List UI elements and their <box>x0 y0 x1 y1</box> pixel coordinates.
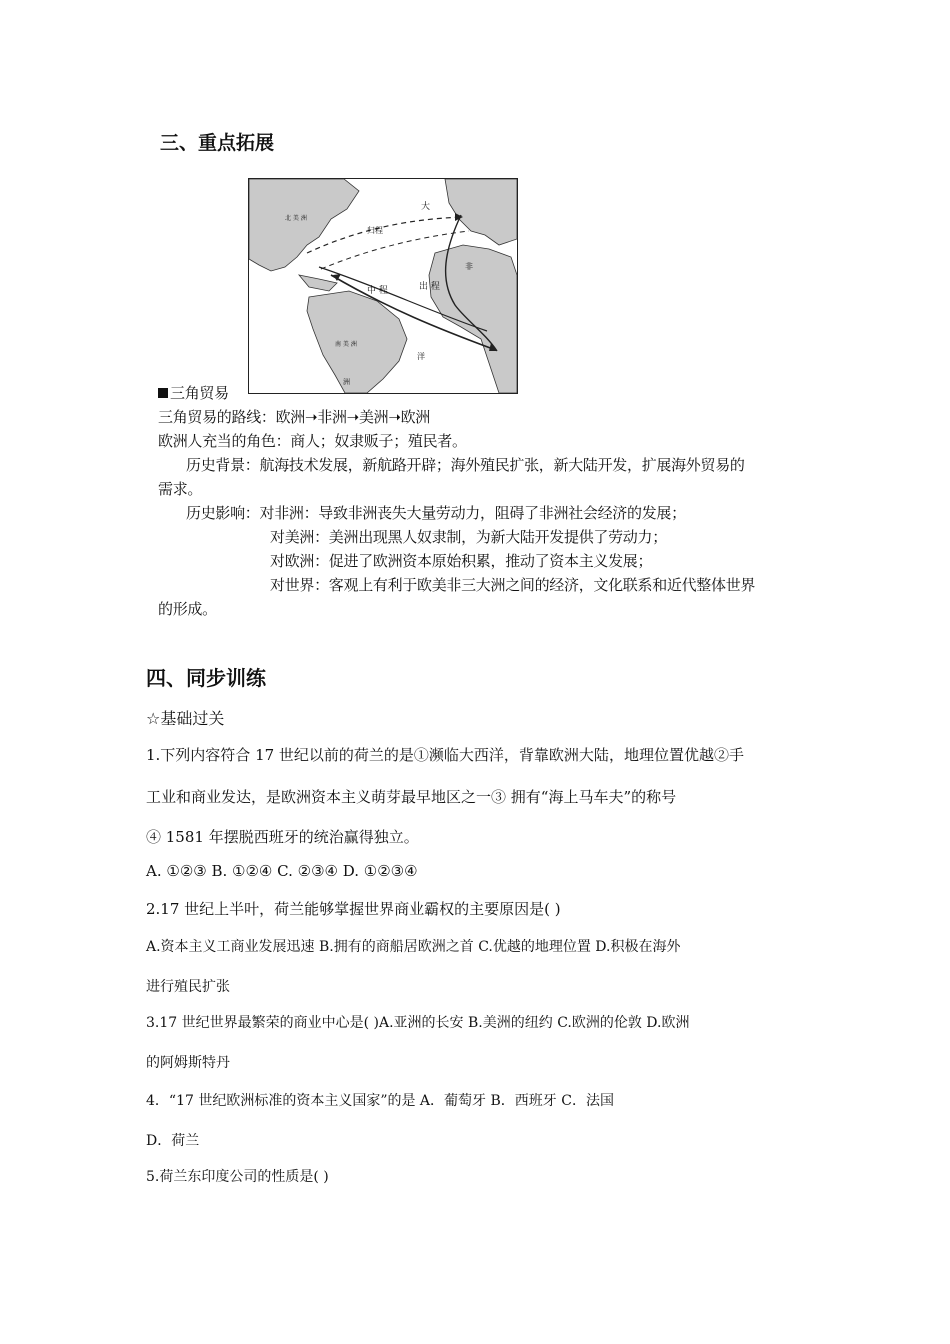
map-label-south-america: 南 美 洲 <box>335 341 357 348</box>
european-roles-text: 欧洲人充当的角色：商人；奴隶贩子；殖民者。 <box>158 432 467 450</box>
map-label-atlantic: 大 <box>421 202 431 212</box>
caribbean-land <box>299 275 337 291</box>
map-label-outbound: 出 程 <box>419 282 440 292</box>
map-label-africa: 非 <box>465 262 473 271</box>
question-3-line2: 的阿姆斯特丹 <box>146 1055 230 1071</box>
question-1-line1: 1.下列内容符合 17 世纪以前的荷兰的是①濒临大西洋，背靠欧洲大陆，地理位置优越②手 <box>146 746 744 764</box>
map-label-south: 洲 <box>343 378 350 386</box>
impact-world-line2: 的形成。 <box>158 600 217 618</box>
square-bullet-icon <box>158 388 168 398</box>
europe-land <box>445 179 517 245</box>
question-2-options-line2: 进行殖民扩张 <box>146 979 230 995</box>
question-1-line2: 工业和商业发达，是欧洲资本主义萌芽最早地区之一③ 拥有“海上马车夫”的称号 <box>146 788 677 806</box>
africa-land <box>429 245 517 393</box>
map-label-north-america: 北 美 洲 <box>285 215 307 222</box>
map-label-ocean: 洋 <box>417 352 425 361</box>
question-1-options: A. ①②③ B. ①②④ C. ②③④ D. ①②③④ <box>146 862 418 880</box>
map-label-middle-passage: 中 程 <box>367 286 388 296</box>
north-america-land <box>249 179 359 271</box>
question-2: 2.17 世纪上半叶，荷兰能够掌握世界商业霸权的主要原因是( ) <box>146 900 561 918</box>
trade-route-text: 三角贸易的路线：欧洲➝非洲➝美洲➝欧洲 <box>158 408 431 426</box>
section-heading-4: 四、同步训练 <box>146 666 266 690</box>
question-5: 5.荷兰东印度公司的性质是( ) <box>146 1169 329 1185</box>
section-heading-3: 三、重点拓展 <box>160 132 275 154</box>
question-1-line3: ④ 1581 年摆脱西班牙的统治赢得独立。 <box>146 828 419 846</box>
impact-america: 对美洲：美洲出现黑人奴隶制，为新大陆开发提供了劳动力； <box>270 528 667 546</box>
historical-background-line1: 历史背景：航海技术发展，新航路开辟；海外殖民扩张，新大陆开发，扩展海外贸易的 <box>186 456 745 474</box>
question-4-line2: D．荷兰 <box>146 1133 200 1149</box>
question-2-options-line1: A.资本主义工商业发展迅速 B.拥有的商船居欧洲之首 C.优越的地理位置 D.积极在海外 <box>146 939 681 955</box>
question-4-line1: 4．“17 世纪欧洲标准的资本主义国家”的是 A．葡萄牙 B．西班牙 C．法国 <box>146 1093 614 1109</box>
impact-africa: 历史影响：对非洲：导致非洲丧失大量劳动力，阻碍了非洲社会经济的发展； <box>186 504 686 522</box>
question-3-line1: 3.17 世纪世界最繁荣的商业中心是( )A.亚洲的长安 B.美洲的纽约 C.欧洲的伦敦 D.欧洲 <box>146 1015 690 1031</box>
south-america-land <box>307 291 407 393</box>
impact-world-line1: 对世界：客观上有利于欧美非三大洲之间的经济，文化联系和近代整体世界 <box>270 576 756 594</box>
impact-europe: 对欧洲：促进了欧洲资本原始积累，推动了资本主义发展； <box>270 552 653 570</box>
triangle-trade-title: 三角贸易 <box>158 382 229 403</box>
historical-background-line2: 需求。 <box>158 480 203 498</box>
triangle-trade-map <box>248 178 518 394</box>
basic-level-subheading: ☆基础过关 <box>146 709 225 728</box>
map-label-return-trip: 归程 <box>367 226 383 235</box>
